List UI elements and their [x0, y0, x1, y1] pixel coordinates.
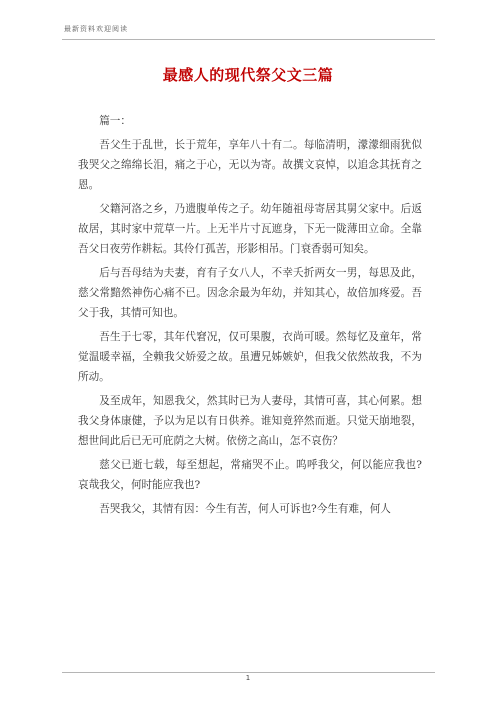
- footer-divider: [62, 672, 435, 673]
- document-body: [78, 111, 422, 523]
- paragraph: 吾哭我父，其情有因：今生有苦，何人可诉也?今生有难，何人: [99, 503, 391, 515]
- section-label: 篇一：: [99, 115, 131, 127]
- page-number: 1: [245, 674, 251, 682]
- paragraph: 后与吾母结为夫妻，育有子女八人，不幸夭折两女一男，每思及此，慈父常黯然神伤心痛不已。因念余最为年幼，并知其心，故倍加疼爱。吾父于我，其情可知也。: [78, 267, 422, 319]
- paragraph: 吾生于七零，其年代窘况，仅可果腹，衣尚可暖。然每忆及童年，常觉温暖幸福，全赖我父娇爱之故。虽遭兄姊嫉妒，但我父依然故我，不为所动。: [78, 331, 422, 383]
- header-divider: [62, 39, 435, 40]
- paragraph: 父籍河洛之乡，乃遗腹单传之子。幼年随祖母寄居其舅父家中。后返故居，其时家中荒草一片。上无半片寸瓦遮身，下无一陇薄田立命。全靠吾父日夜劳作耕耘。其伶仃孤苦，形影相吊。门衰香弱可知矣。: [78, 203, 422, 255]
- paragraph: 及至成年，知恩我父，然其时已为人妻母，其情可喜，其心何累。想我父身体康健，予以为足以有日供养。谁知竟猝然而逝。只觉天崩地裂，想世间此后已无可庇荫之大树。依傍之高山，怎不哀伤？: [78, 395, 422, 447]
- paragraph: 慈父已逝七载，每至想起，常痛哭不止。呜呼我父，何以能应我也?哀哉我父，何时能应我也?: [78, 459, 422, 491]
- header-text: 最新资料欢迎阅读: [64, 25, 128, 33]
- document-title: 最感人的现代祭父文三篇: [162, 66, 334, 84]
- paragraph: 吾父生于乱世，长于荒年，享年八十有二。每临清明，濛濛细雨犹似我哭父之绵绵长泪，痛之于心，无以为寄。故撰文哀悼，以追念其抚育之恩。: [78, 139, 422, 191]
